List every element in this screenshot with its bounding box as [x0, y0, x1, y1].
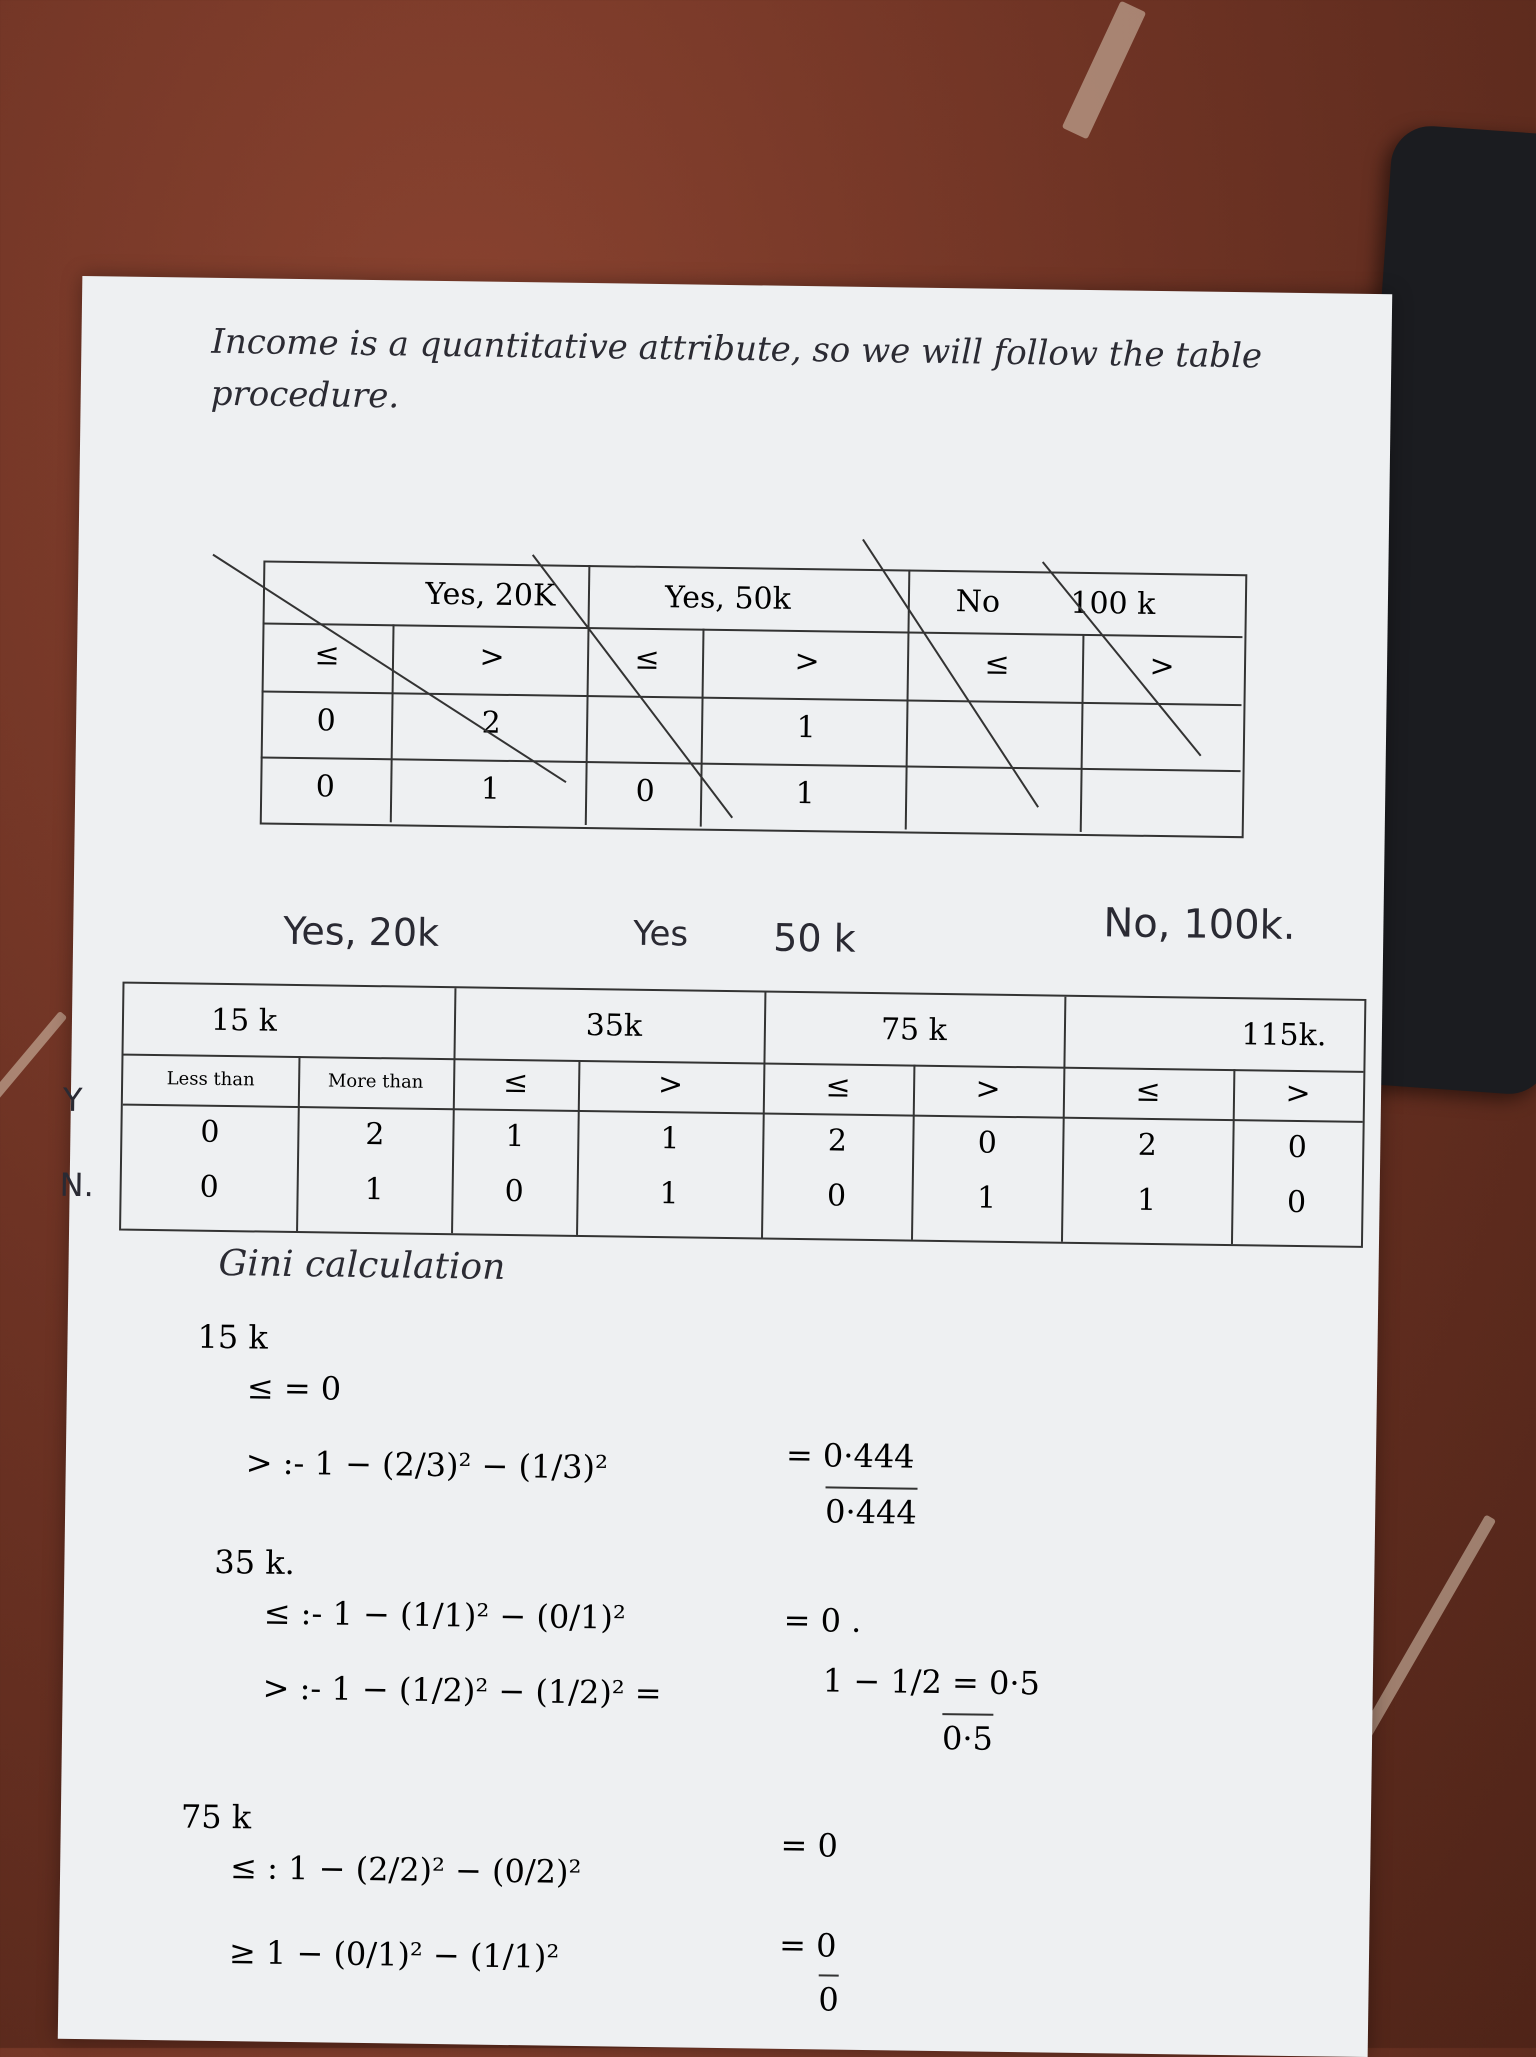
threshold-label: 75 k — [880, 1012, 948, 1049]
intro-text: Income is a quantitative attribute, so we will follow the table procedure. — [210, 321, 1263, 417]
t1-sign: ≤ — [634, 641, 660, 678]
table-scratch — [1356, 1514, 1496, 1745]
yes-count: 2 — [827, 1123, 848, 1159]
gini-35k-le: ≤ :- 1 − (1/1)² − (0/1)² — [263, 1593, 626, 1637]
no-count: 0 — [504, 1173, 524, 1210]
no-count: 1 — [976, 1180, 997, 1216]
sub-header: ≤ — [1135, 1073, 1161, 1110]
gini-75k-gt-result: = 0 — [778, 1925, 837, 1965]
threshold-label: 35k — [585, 1008, 643, 1044]
side-label-no: N. — [59, 1165, 95, 1205]
sub-header: ≤ — [502, 1064, 529, 1101]
gini-15k-gt: > :- 1 − (2/3)² − (1/3)² — [245, 1443, 609, 1487]
t1-sign: > — [479, 639, 505, 675]
t1-sign: > — [1149, 648, 1175, 685]
gini-75k-weighted: 0 — [818, 1974, 839, 2018]
gini-15k-result: = 0·444 — [785, 1435, 915, 1476]
no-count: 0 — [826, 1178, 847, 1214]
sub-header: > — [975, 1071, 1001, 1107]
table-scratch — [0, 1011, 67, 1109]
no-count: 0 — [199, 1169, 219, 1205]
gini-title: Gini calculation — [218, 1242, 506, 1288]
sub-header: ≤ — [825, 1069, 851, 1105]
no-count: 1 — [659, 1176, 679, 1212]
t1-header: Yes, 20K — [425, 576, 556, 614]
gini-35k-gt-result: 1 − 1/2 = 0·5 — [822, 1661, 1041, 1703]
threshold-label: 115k. — [1241, 1017, 1327, 1054]
gini-35k-label: 35 k. — [214, 1542, 296, 1583]
t1-cell: 0 — [315, 769, 336, 805]
t1-cell: 1 — [796, 709, 816, 746]
t1-cell: 2 — [481, 705, 501, 741]
yes-count: 2 — [1137, 1127, 1158, 1164]
t1-cell: 0 — [316, 703, 336, 739]
yes-count: 0 — [977, 1125, 998, 1161]
gini-75k-label: 75 k — [180, 1797, 252, 1837]
side-label-yes: Y — [62, 1080, 83, 1120]
gini-15k-weighted: 0·444 — [825, 1486, 917, 1531]
t1-header: Yes, 50k — [664, 580, 792, 617]
gini-15k-label: 15 k — [197, 1317, 269, 1357]
t1-cell: 1 — [480, 771, 501, 807]
crossed-out-table — [260, 560, 1244, 834]
threshold-label: 15 k — [210, 1002, 278, 1039]
paper-sheet — [58, 276, 1392, 2057]
no-count: 0 — [1286, 1184, 1307, 1221]
gini-15k-le: ≤ = 0 — [246, 1368, 342, 1408]
yes-count: 0 — [200, 1114, 220, 1150]
yes-count: 1 — [505, 1118, 525, 1155]
group-label: 50 k — [772, 915, 856, 961]
gini-75k-gt: ≥ 1 − (0/1)² − (1/1)² — [228, 1933, 560, 1976]
t1-header: No — [955, 584, 1001, 620]
group-label: No, 100k. — [1103, 900, 1296, 949]
group-label: Yes, 20k — [282, 908, 440, 955]
split-table — [119, 982, 1366, 1248]
sub-header: > — [657, 1067, 684, 1103]
t1-sign: ≤ — [314, 637, 340, 673]
sub-header: More than — [327, 1070, 424, 1093]
sub-header: > — [1285, 1075, 1311, 1112]
yes-count: 0 — [1287, 1129, 1308, 1166]
gini-35k-weighted: 0·5 — [942, 1713, 994, 1758]
gini-35k-gt: > :- 1 − (1/2)² − (1/2)² = — [262, 1668, 662, 1713]
t1-sign: ≤ — [984, 646, 1010, 682]
gini-75k-le: ≤ : 1 − (2/2)² − (0/2)² — [229, 1848, 582, 1892]
group-label: Yes — [632, 913, 689, 955]
no-count: 1 — [1136, 1182, 1157, 1219]
t1-cell: 0 — [635, 773, 656, 809]
table-scratch — [1062, 1, 1147, 140]
t1-sign: > — [794, 643, 820, 680]
sub-header: Less than — [166, 1068, 255, 1091]
t1-header: 100 k — [1070, 585, 1156, 622]
gini-35k-le-result: = 0 . — [783, 1600, 862, 1640]
yes-count: 1 — [660, 1121, 680, 1157]
gini-75k-le-result: = 0 — [780, 1825, 839, 1865]
yes-count: 2 — [365, 1116, 385, 1153]
t1-cell: 1 — [795, 775, 816, 812]
no-count: 1 — [364, 1171, 384, 1208]
